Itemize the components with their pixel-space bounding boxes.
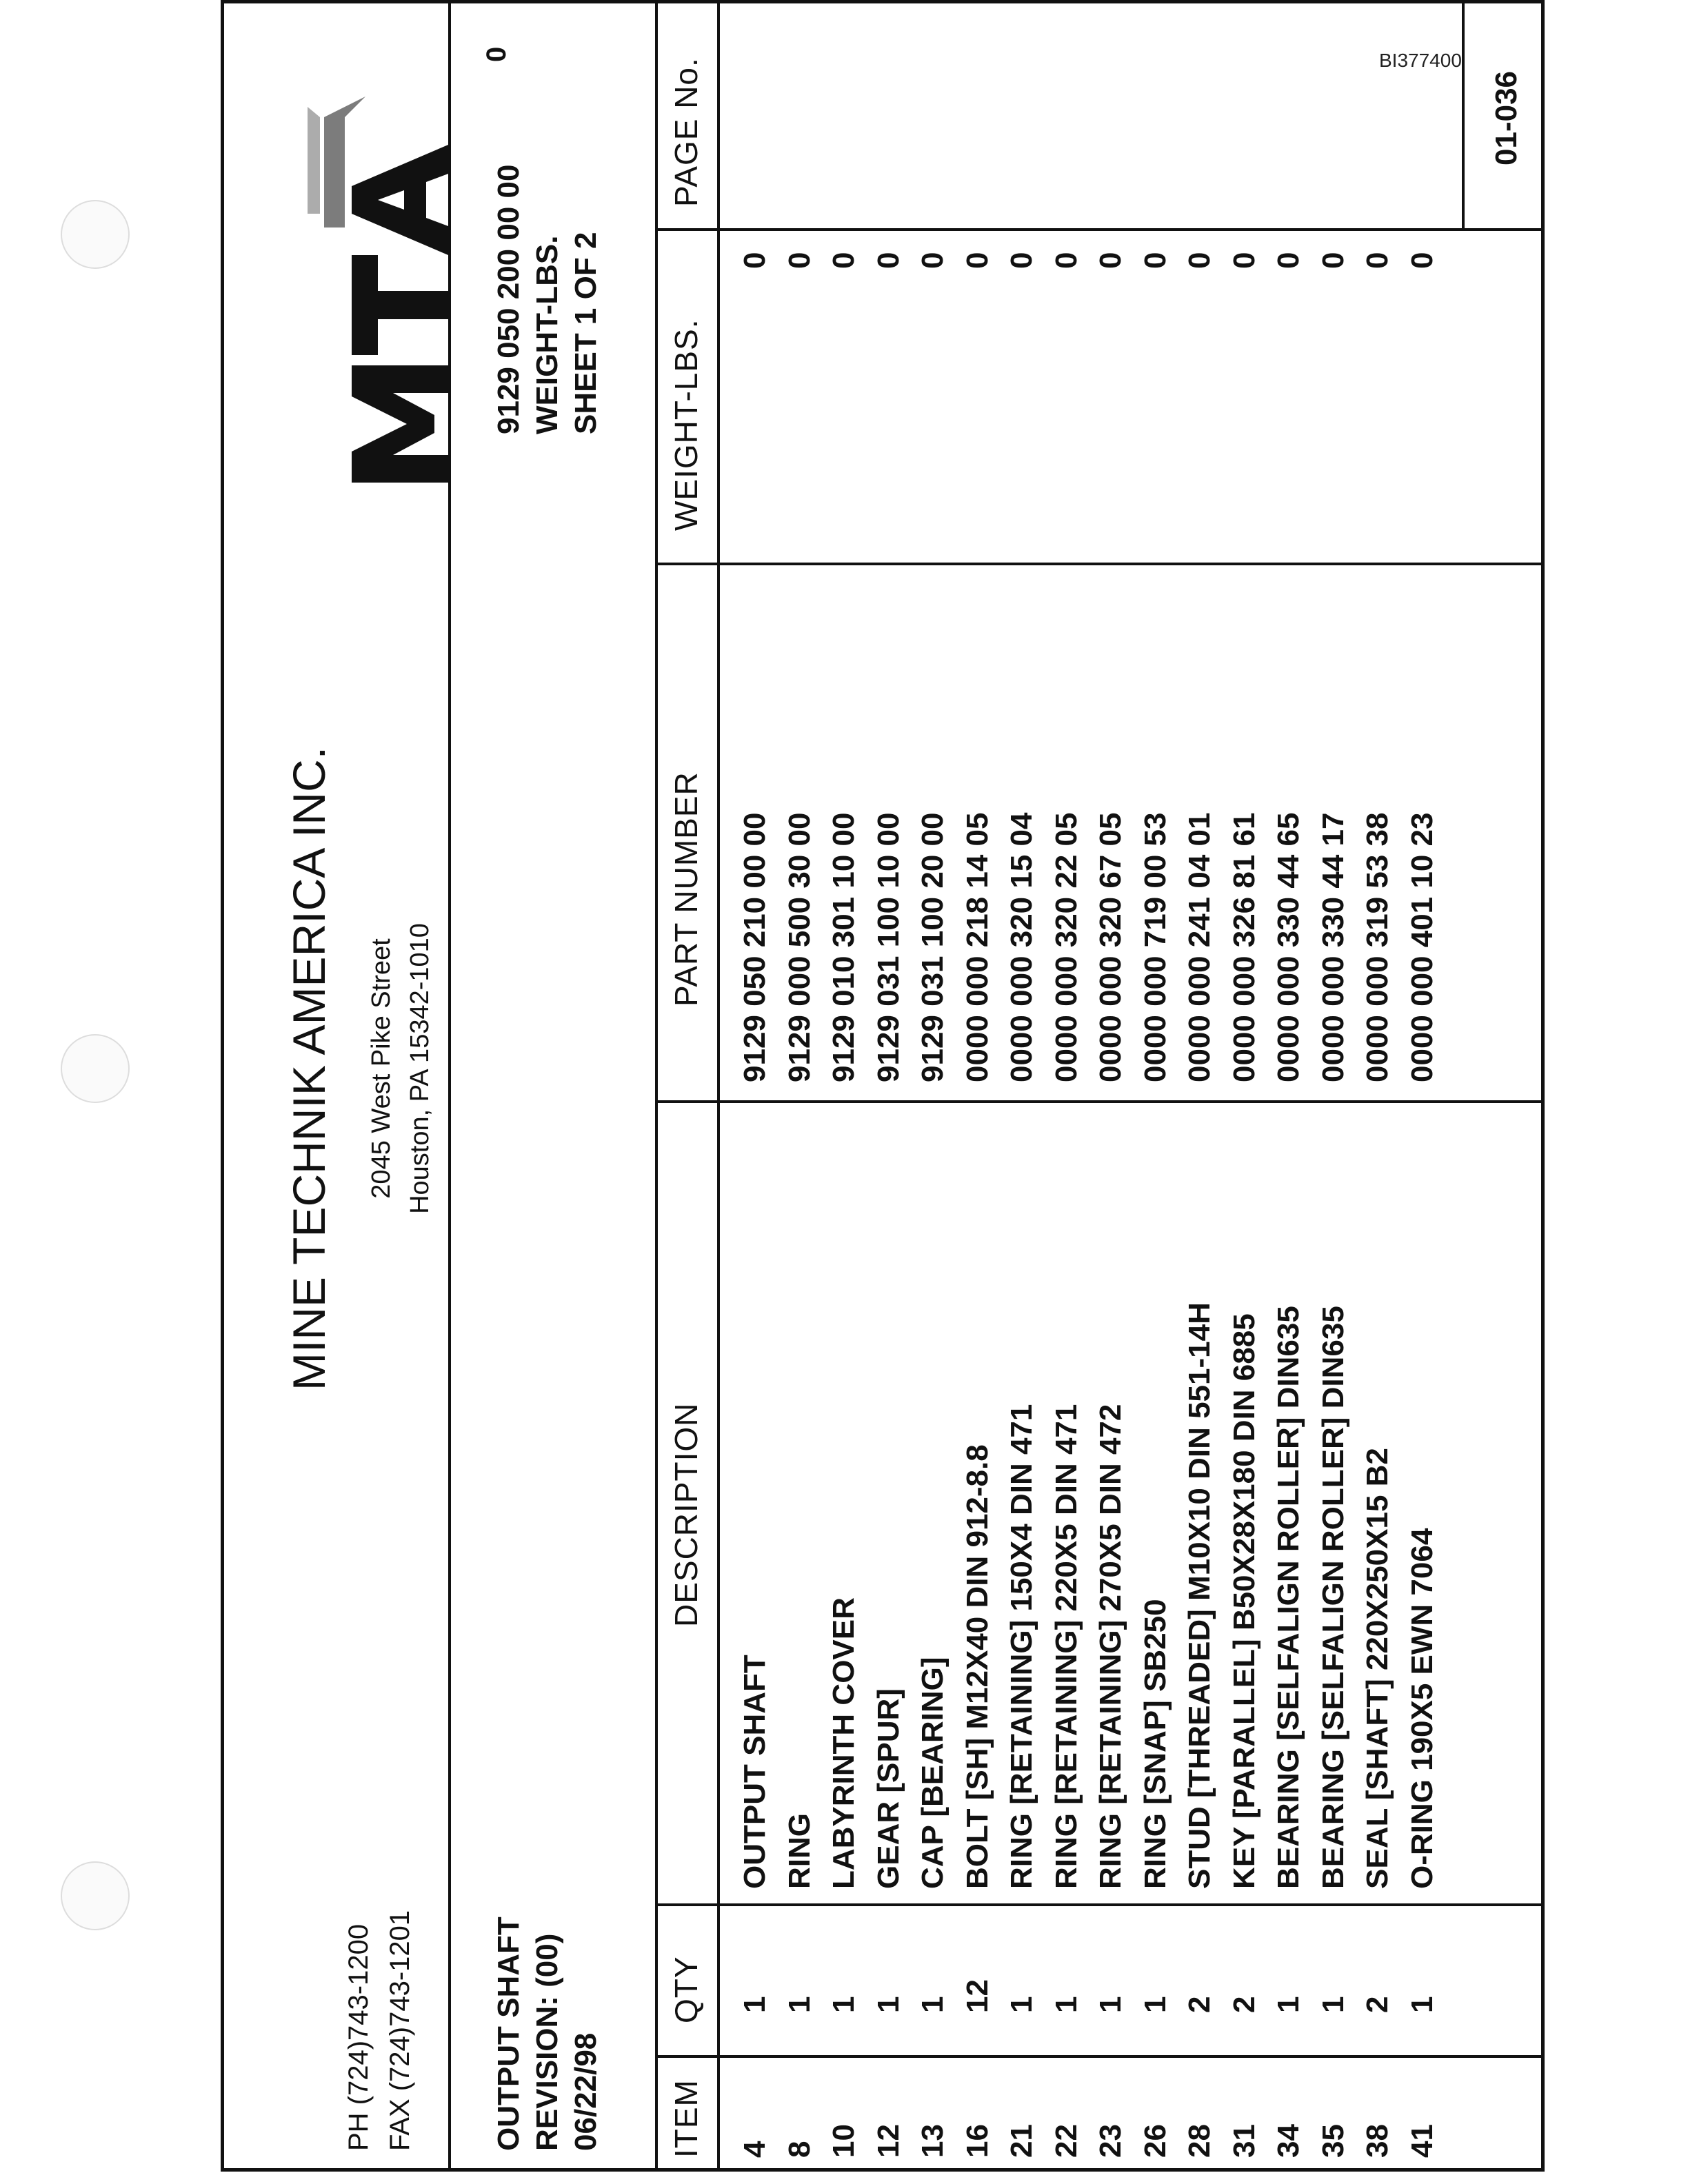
row-qty: 2 [1183, 1996, 1216, 2013]
col-sep [655, 1100, 1545, 1103]
row-weight: 0 [960, 252, 994, 269]
row-description: RING [RETAINING] 270X5 DIN 472 [1094, 1404, 1127, 1889]
row-qty: 12 [960, 1979, 994, 2013]
info-divider [655, 0, 658, 2172]
row-weight: 0 [1227, 252, 1261, 269]
col-header-description: DESCRIPTION [668, 1402, 704, 1627]
row-description: CAP [BEARING] [916, 1657, 950, 1889]
assembly-date: 06/22/98 [569, 2032, 603, 2151]
row-description: RING [RETAINING] 220X5 DIN 471 [1049, 1404, 1083, 1889]
row-description: BEARING [SELFALIGN ROLLER] DIN635 [1272, 1306, 1305, 1889]
row-description: RING [RETAINING] 150X4 DIN 471 [1005, 1404, 1038, 1889]
row-weight: 0 [1316, 252, 1350, 269]
row-description: KEY [PARALLEL] B50X28X180 DIN 6885 [1227, 1313, 1261, 1889]
row-part-number: 9129 050 210 00 00 [738, 812, 772, 1082]
row-weight: 0 [1360, 252, 1394, 269]
row-part-number: 0000 000 218 14 05 [960, 812, 994, 1082]
contact-block [338, 1910, 421, 2151]
assembly-part-number: 9129 050 200 00 00 [492, 164, 525, 434]
punch-hole [61, 200, 130, 269]
assembly-weight-label: WEIGHT-LBS. [530, 235, 564, 434]
row-description: BEARING [SELFALIGN ROLLER] DIN635 [1316, 1306, 1350, 1889]
row-part-number: 9129 031 100 20 00 [916, 812, 950, 1082]
row-item: 41 [1405, 2124, 1439, 2158]
row-qty: 1 [827, 1996, 861, 2013]
row-item: 8 [782, 2141, 816, 2158]
row-item: 26 [1138, 2124, 1172, 2158]
row-item: 34 [1272, 2124, 1305, 2158]
header-divider [448, 0, 451, 2172]
address-line-2: Houston, PA 15342-1010 [405, 923, 434, 1214]
row-qty: 1 [1049, 1996, 1083, 2013]
company-address [362, 586, 439, 1551]
col-sep [655, 1903, 1545, 1906]
row-item: 38 [1360, 2124, 1394, 2158]
row-item: 10 [827, 2124, 861, 2158]
assembly-revision: REVISION: (00) [530, 1933, 564, 2151]
row-item: 12 [871, 2124, 905, 2158]
row-weight: 0 [1405, 252, 1439, 269]
row-qty: 2 [1227, 1996, 1261, 2013]
row-weight: 0 [738, 252, 772, 269]
row-description: RING [782, 1813, 816, 1889]
assembly-meta [490, 165, 605, 435]
row-item: 35 [1316, 2124, 1350, 2158]
row-weight: 0 [1138, 252, 1172, 269]
row-weight: 0 [1049, 252, 1083, 269]
row-weight: 0 [827, 252, 861, 269]
row-item: 23 [1094, 2124, 1127, 2158]
phone-number: PH (724)743-1200 [343, 1923, 374, 2151]
row-part-number: 0000 000 241 04 01 [1183, 812, 1216, 1082]
row-qty: 1 [1138, 1996, 1172, 2013]
col-header-weight: WEIGHT-LBS. [668, 318, 704, 531]
row-qty: 1 [738, 1996, 772, 2013]
row-description: O-RING 190X5 EWN 7064 [1405, 1528, 1439, 1889]
row-part-number: 0000 000 719 00 53 [1138, 812, 1172, 1082]
row-description: RING [SNAP] SB250 [1138, 1599, 1172, 1889]
row-weight: 0 [1183, 252, 1216, 269]
row-item: 31 [1227, 2124, 1261, 2158]
row-description: STUD [THREADED] M10X10 DIN 551-14H [1183, 1302, 1216, 1889]
row-description: OUTPUT SHAFT [738, 1655, 772, 1889]
assembly-info [490, 1917, 605, 2151]
row-item: 13 [916, 2124, 950, 2158]
row-qty: 1 [1005, 1996, 1038, 2013]
row-qty: 1 [1094, 1996, 1127, 2013]
row-part-number: 9129 031 100 10 00 [871, 812, 905, 1082]
assembly-weight-value: 0 [481, 46, 512, 62]
row-weight: 0 [1272, 252, 1305, 269]
col-header-page: PAGE No. [668, 57, 704, 207]
document-id: BI377400 [1379, 50, 1462, 71]
row-qty: 1 [916, 1996, 950, 2013]
mta-logo [297, 90, 462, 503]
row-item: 16 [960, 2124, 994, 2158]
col-header-item: ITEM [668, 2079, 704, 2158]
row-part-number: 0000 000 330 44 17 [1316, 812, 1350, 1082]
row-qty: 1 [871, 1996, 905, 2013]
row-item: 4 [738, 2141, 772, 2158]
row-item: 21 [1005, 2124, 1038, 2158]
punch-hole [61, 1034, 130, 1103]
row-part-number: 0000 000 319 53 38 [1360, 812, 1394, 1082]
row-qty: 1 [1316, 1996, 1350, 2013]
table-header-divider [717, 0, 720, 2172]
row-part-number: 0000 000 320 67 05 [1094, 812, 1127, 1082]
page-ref-divider [1462, 0, 1465, 231]
address-line-1: 2045 West Pike Street [367, 938, 396, 1199]
row-qty: 1 [1405, 1996, 1439, 2013]
col-sep [655, 228, 1545, 231]
row-part-number: 9129 010 301 10 00 [827, 812, 861, 1082]
row-part-number: 0000 000 326 81 61 [1227, 812, 1261, 1082]
row-part-number: 0000 000 401 10 23 [1405, 812, 1439, 1082]
parts-sheet [221, 0, 1545, 2172]
row-part-number: 0000 000 330 44 65 [1272, 812, 1305, 1082]
row-weight: 0 [1094, 252, 1127, 269]
col-sep [655, 2055, 1545, 2058]
row-part-number: 9129 000 500 30 00 [782, 812, 816, 1082]
page-reference: 01-036 [1489, 70, 1523, 165]
row-part-number: 0000 000 320 22 05 [1049, 812, 1083, 1082]
row-item: 22 [1049, 2124, 1083, 2158]
row-weight: 0 [871, 252, 905, 269]
col-header-qty: QTY [668, 1956, 704, 2023]
row-qty: 1 [1272, 1996, 1305, 2013]
row-weight: 0 [916, 252, 950, 269]
fax-number: FAX (724)743-1201 [385, 1910, 415, 2151]
row-description: BOLT [SH] M12X40 DIN 912-8.8 [960, 1444, 994, 1889]
punch-hole [61, 1861, 130, 1930]
col-sep [655, 563, 1545, 565]
row-weight: 0 [1005, 252, 1038, 269]
row-item: 28 [1183, 2124, 1216, 2158]
row-qty: 1 [782, 1996, 816, 2013]
assembly-name: OUTPUT SHAFT [492, 1917, 525, 2151]
row-description: LABYRINTH COVER [827, 1597, 861, 1889]
row-weight: 0 [782, 252, 816, 269]
row-part-number: 0000 000 320 15 04 [1005, 812, 1038, 1082]
row-description: GEAR [SPUR] [871, 1688, 905, 1889]
row-qty: 2 [1360, 1996, 1394, 2013]
assembly-sheet: SHEET 1 OF 2 [569, 232, 603, 434]
row-description: SEAL [SHAFT] 220X250X15 B2 [1360, 1448, 1394, 1889]
col-header-part-number: PART NUMBER [668, 771, 704, 1007]
company-name: MINE TECHNIK AMERICA INC. [283, 747, 334, 1391]
